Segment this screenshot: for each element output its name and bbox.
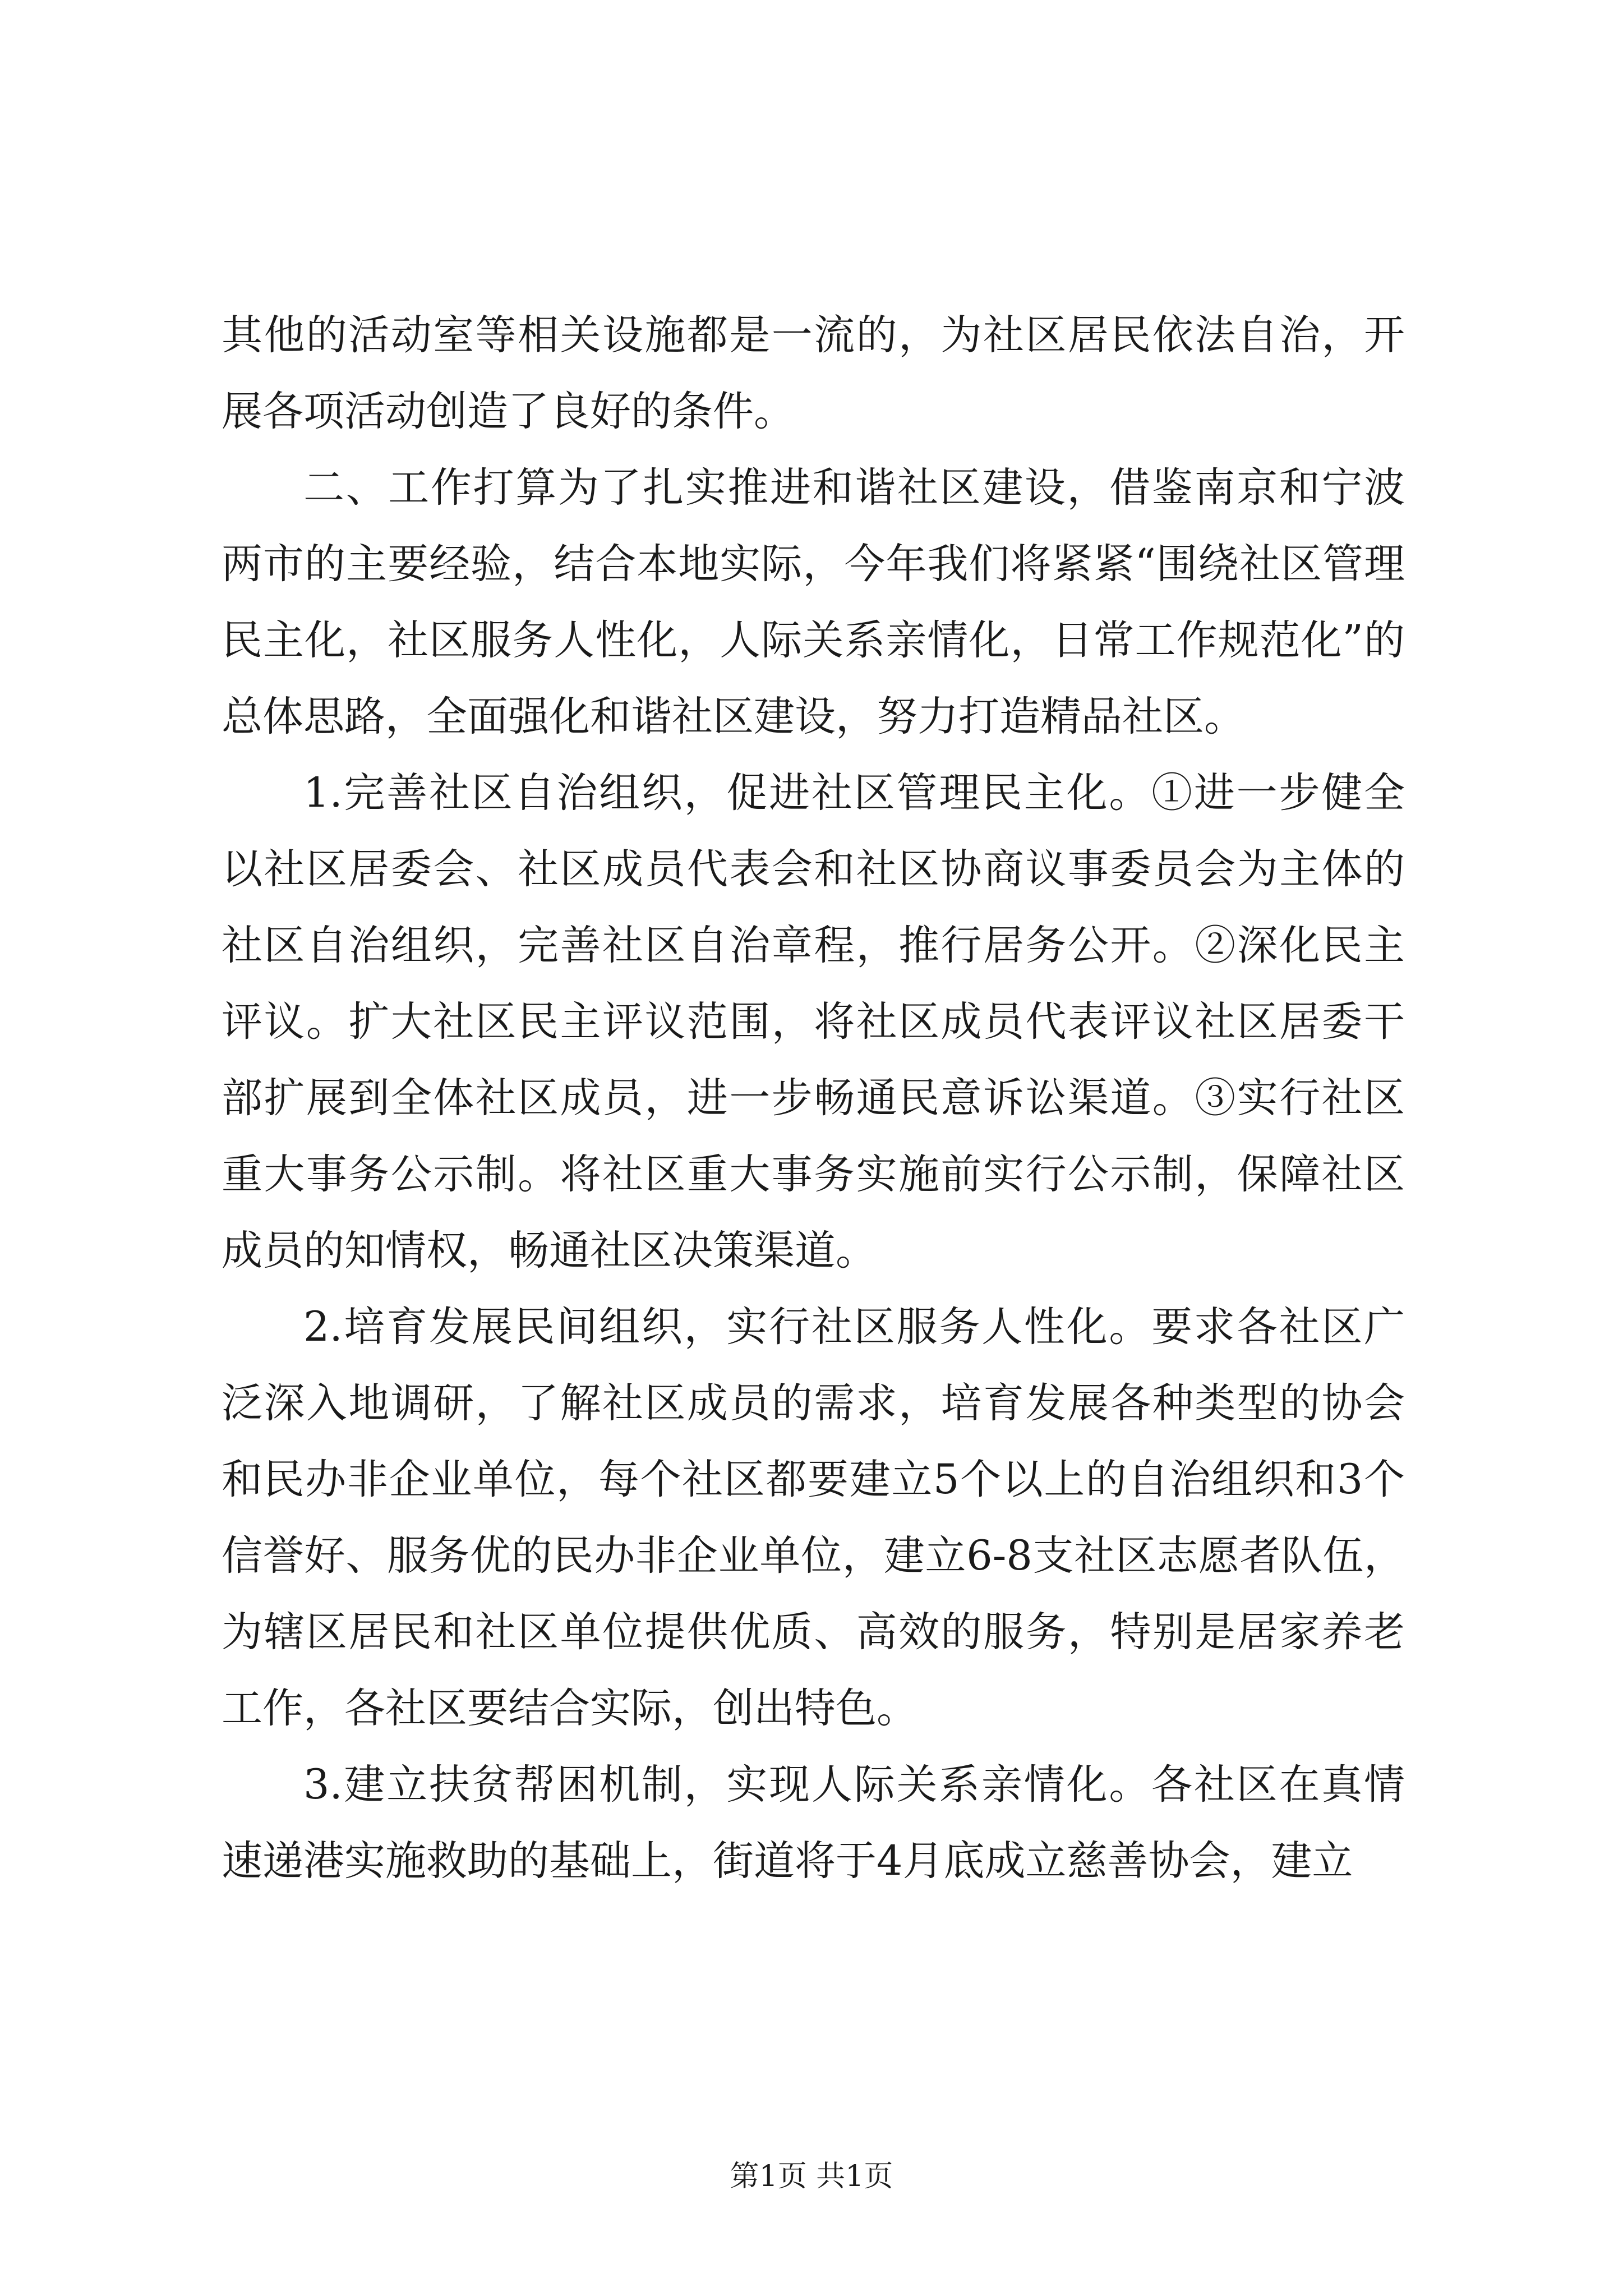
paragraph-work-plan: 二、工作打算为了扎实推进和谐社区建设，借鉴南京和宁波两市的主要经验，结合本地实际，今年我们将紧紧“围绕社区管理民主化，社区服务人性化，人际关系亲情化，日常工作规范化”的总体思路，全面强化和谐社区建设，努力打造精品社区。 [222,464,1405,740]
page-number-label: 第1页 共1页 [730,2160,893,2193]
paragraph-item-3: 3.建立扶贫帮困机制，实现人际关系亲情化。各社区在真情速递港实施救助的基础上，街道将于4月底成立慈善协会，建立 [222,1761,1405,1885]
paragraph-item-1: 1.完善社区自治组织，促进社区管理民主化。①进一步健全以社区居委会、社区成员代表会和社区协商议事委员会为主体的社区自治组织，完善社区自治章程，推行居务公开。②深化民主评议。扩大社区民主评议范围，将社区成员代表评议社区居委干部扩展到全体社区成员，进一步畅通民意诉讼渠道。③实行社区重大事务公示制。将社区重大事务实施前实行公示制，保障社区成员的知情权，畅通社区决策渠道。 [222,769,1405,1274]
document-body [222,297,1405,1899]
paragraph-item-2: 2.培育发展民间组织，实行社区服务人性化。要求各社区广泛深入地调研，了解社区成员的需求，培育发展各种类型的协会和民办非企业单位，每个社区都要建立5个以上的自治组织和3个信誉好、服务优的民办非企业单位，建立6-8支社区志愿者队伍，为辖区居民和社区单位提供优质、高效的服务，特别是居家养老工作，各社区要结合实际，创出特色。 [222,1303,1405,1732]
page-footer [0,2160,1623,2193]
paragraph-facilities: 其他的活动室等相关设施都是一流的，为社区居民依法自治，开展各项活动创造了良好的条件。 [222,311,1405,435]
